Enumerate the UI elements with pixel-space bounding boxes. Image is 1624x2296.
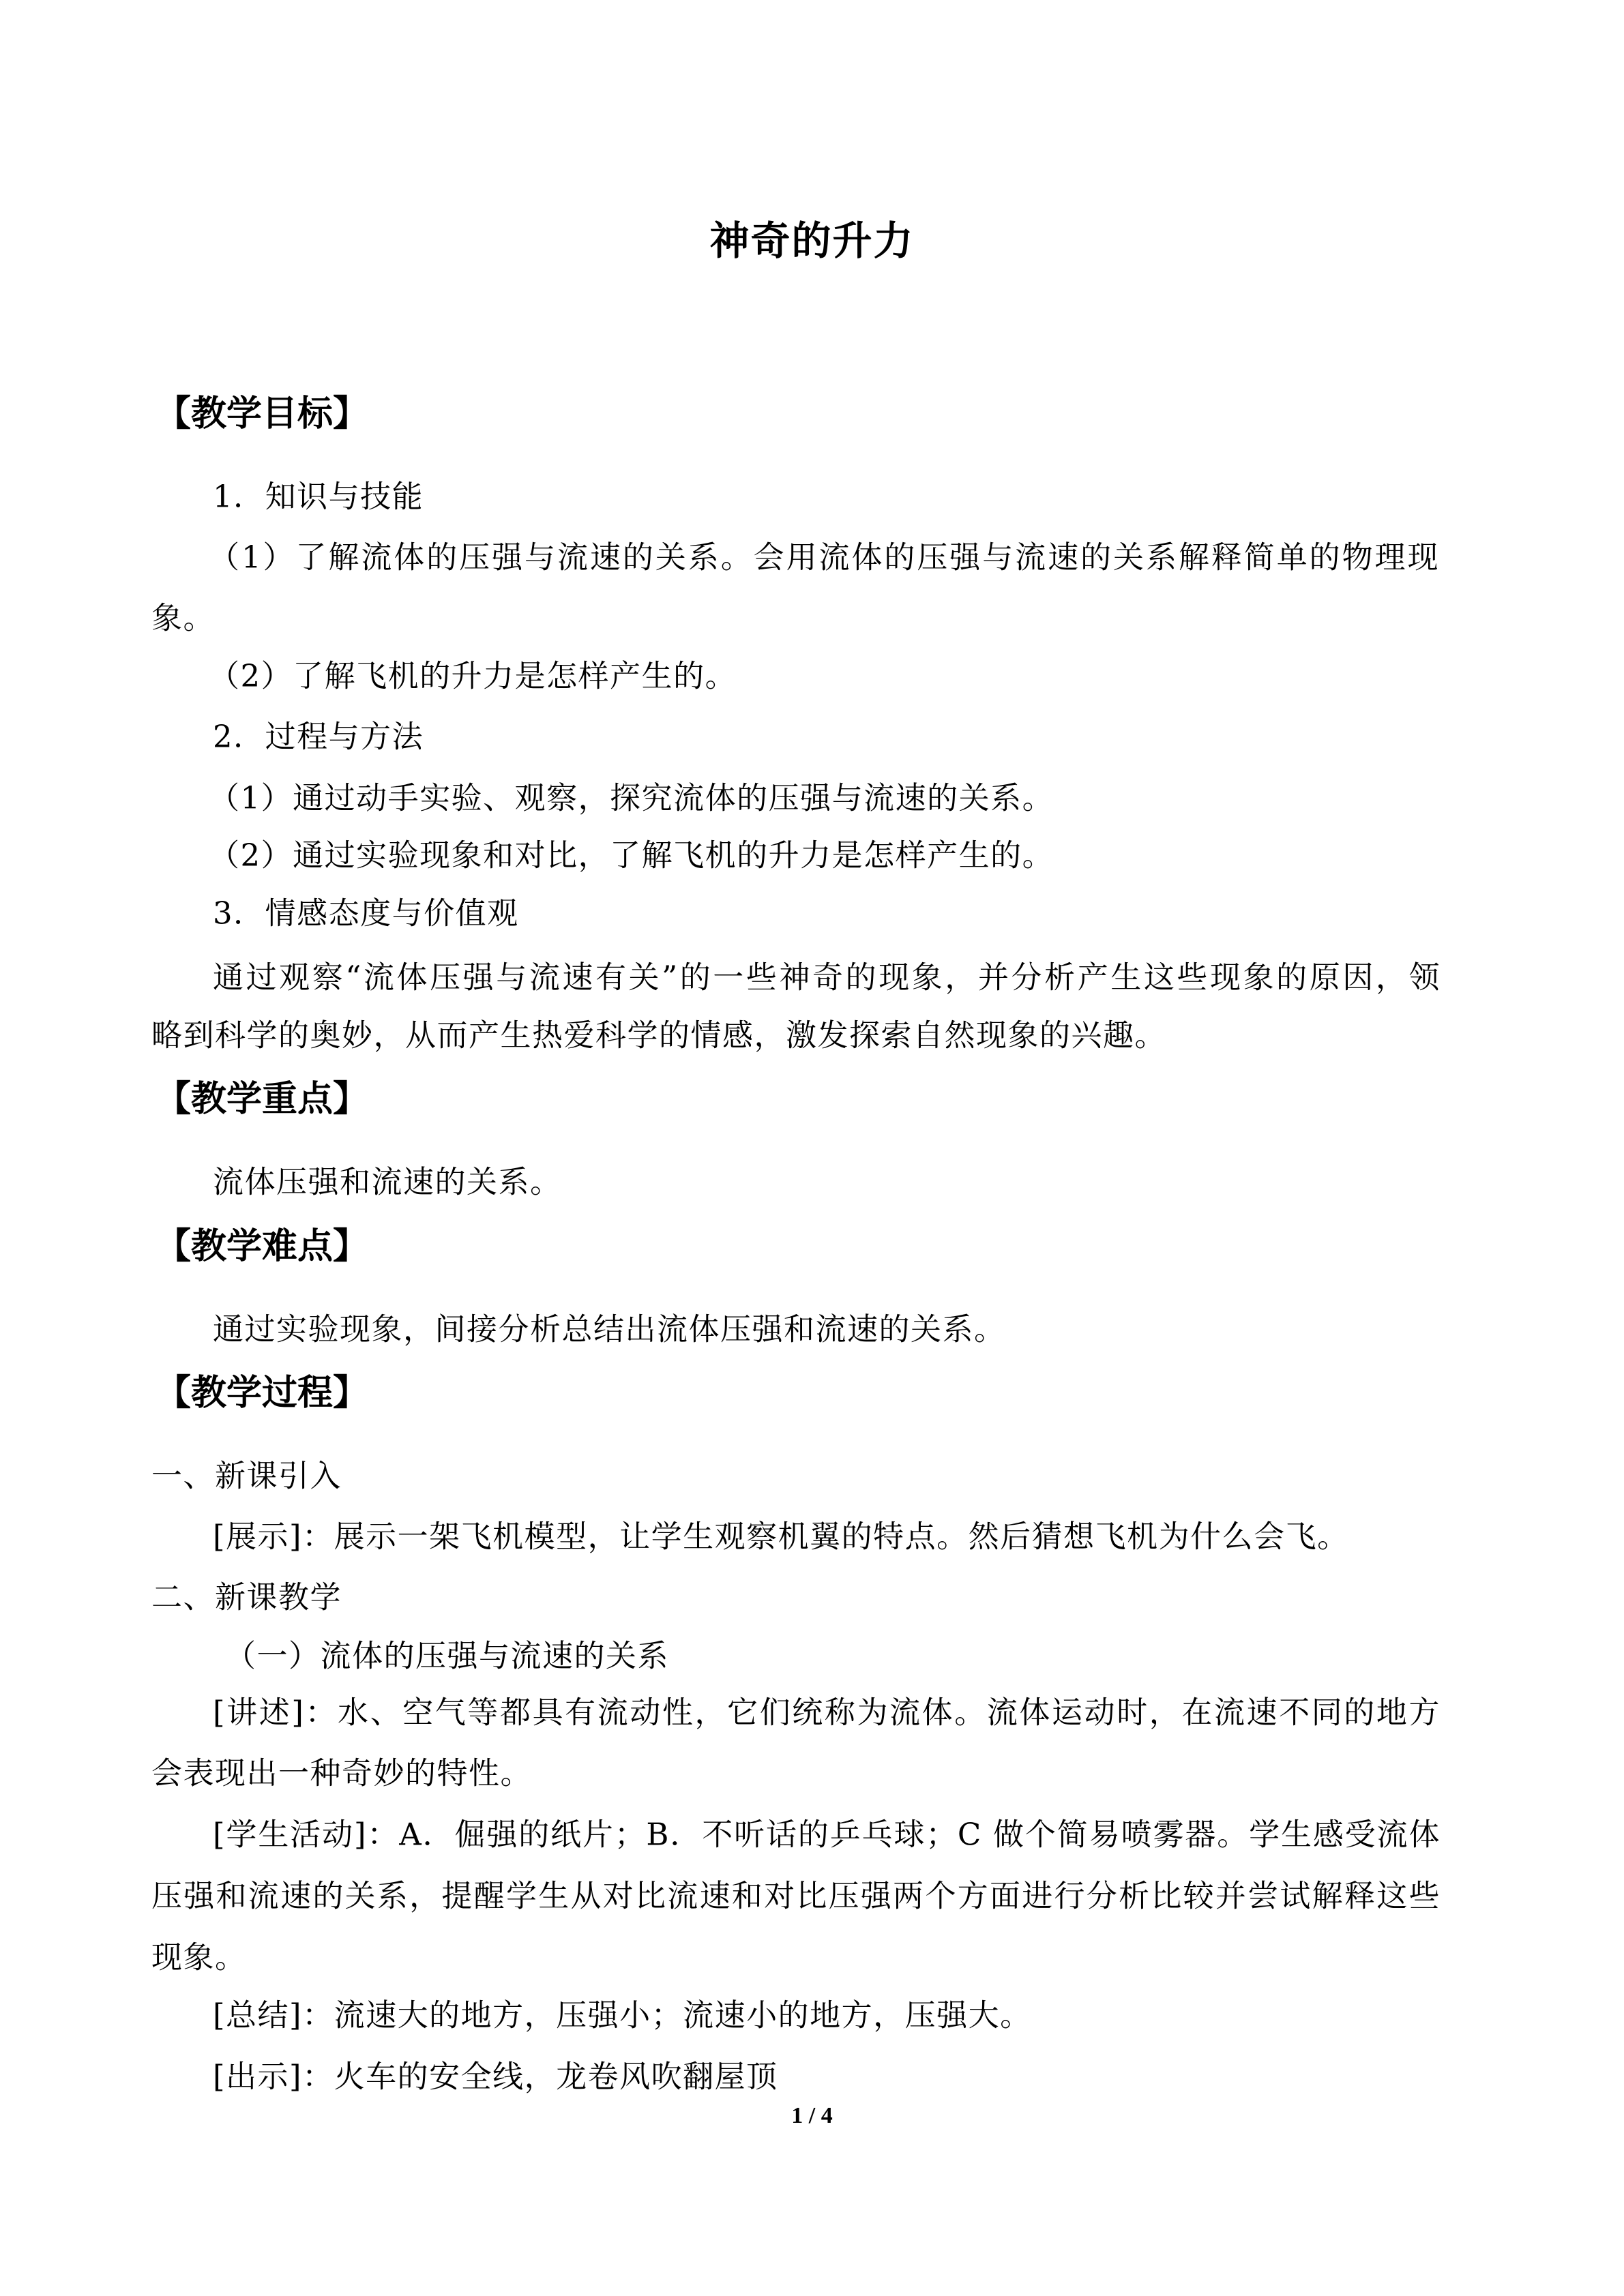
key-point-text: 流体压强和流速的关系。	[213, 1163, 562, 1200]
objective-item: （1）通过动手实验、观察，探究流体的压强与流速的关系。	[209, 779, 1054, 816]
process-paragraph: [讲述]：水、空气等都具有流动性，它们统称为流体。流体运动时，在流速不同的地方	[213, 1694, 1441, 1731]
objective-paragraph: 略到科学的奥妙，从而产生热爱科学的情感，激发探索自然现象的兴趣。	[151, 1017, 1167, 1054]
objective-item: 2．过程与方法	[213, 718, 424, 755]
difficulty-text: 通过实验现象，间接分析总结出流体压强和流速的关系。	[213, 1311, 1006, 1347]
objective-item: （2）了解飞机的升力是怎样产生的。	[209, 657, 737, 694]
process-paragraph: [出示]：火车的安全线，龙卷风吹翻屋顶	[213, 2058, 778, 2095]
process-step-heading: 二、新课教学	[151, 1579, 342, 1615]
objective-item: （2）通过实验现象和对比，了解飞机的升力是怎样产生的。	[209, 837, 1054, 874]
section-heading-key-points: 【教学重点】	[156, 1079, 369, 1120]
objective-paragraph: 通过观察“流体压强与流速有关”的一些神奇的现象，并分析产生这些现象的原因，领	[213, 959, 1441, 996]
objective-item: （1）了解流体的压强与流速的关系。会用流体的压强与流速的关系解释简单的物理现	[209, 539, 1439, 576]
objective-item: 1．知识与技能	[213, 478, 424, 515]
process-paragraph: 会表现出一种奇妙的特性。	[151, 1755, 533, 1791]
objective-item: 象。	[151, 599, 216, 636]
section-heading-objectives: 【教学目标】	[156, 393, 369, 434]
process-paragraph: [总结]：流速大的地方，压强小；流速小的地方，压强大。	[213, 1997, 1032, 2033]
document-title: 神奇的升力	[709, 218, 915, 264]
section-heading-difficulties: 【教学难点】	[156, 1226, 369, 1267]
process-subheading: （一）流体的压强与流速的关系	[225, 1637, 670, 1674]
process-paragraph: [展示]：展示一架飞机模型，让学生观察机翼的特点。然后猜想飞机为什么会飞。	[213, 1518, 1349, 1555]
process-step-heading: 一、新课引入	[151, 1457, 342, 1494]
process-paragraph: 压强和流速的关系，提醒学生从对比流速和对比压强两个方面进行分析比较并尝试解释这些	[151, 1877, 1441, 1914]
objective-item: 3．情感态度与价值观	[213, 895, 519, 931]
process-paragraph: 现象。	[151, 1939, 247, 1976]
section-heading-process: 【教学过程】	[156, 1373, 369, 1414]
process-paragraph: [学生活动]：A．倔强的纸片；B．不听话的乒乓球；C 做个简易喷雾器。学生感受流体	[213, 1816, 1441, 1853]
page-number: 1 / 4	[791, 2103, 833, 2128]
